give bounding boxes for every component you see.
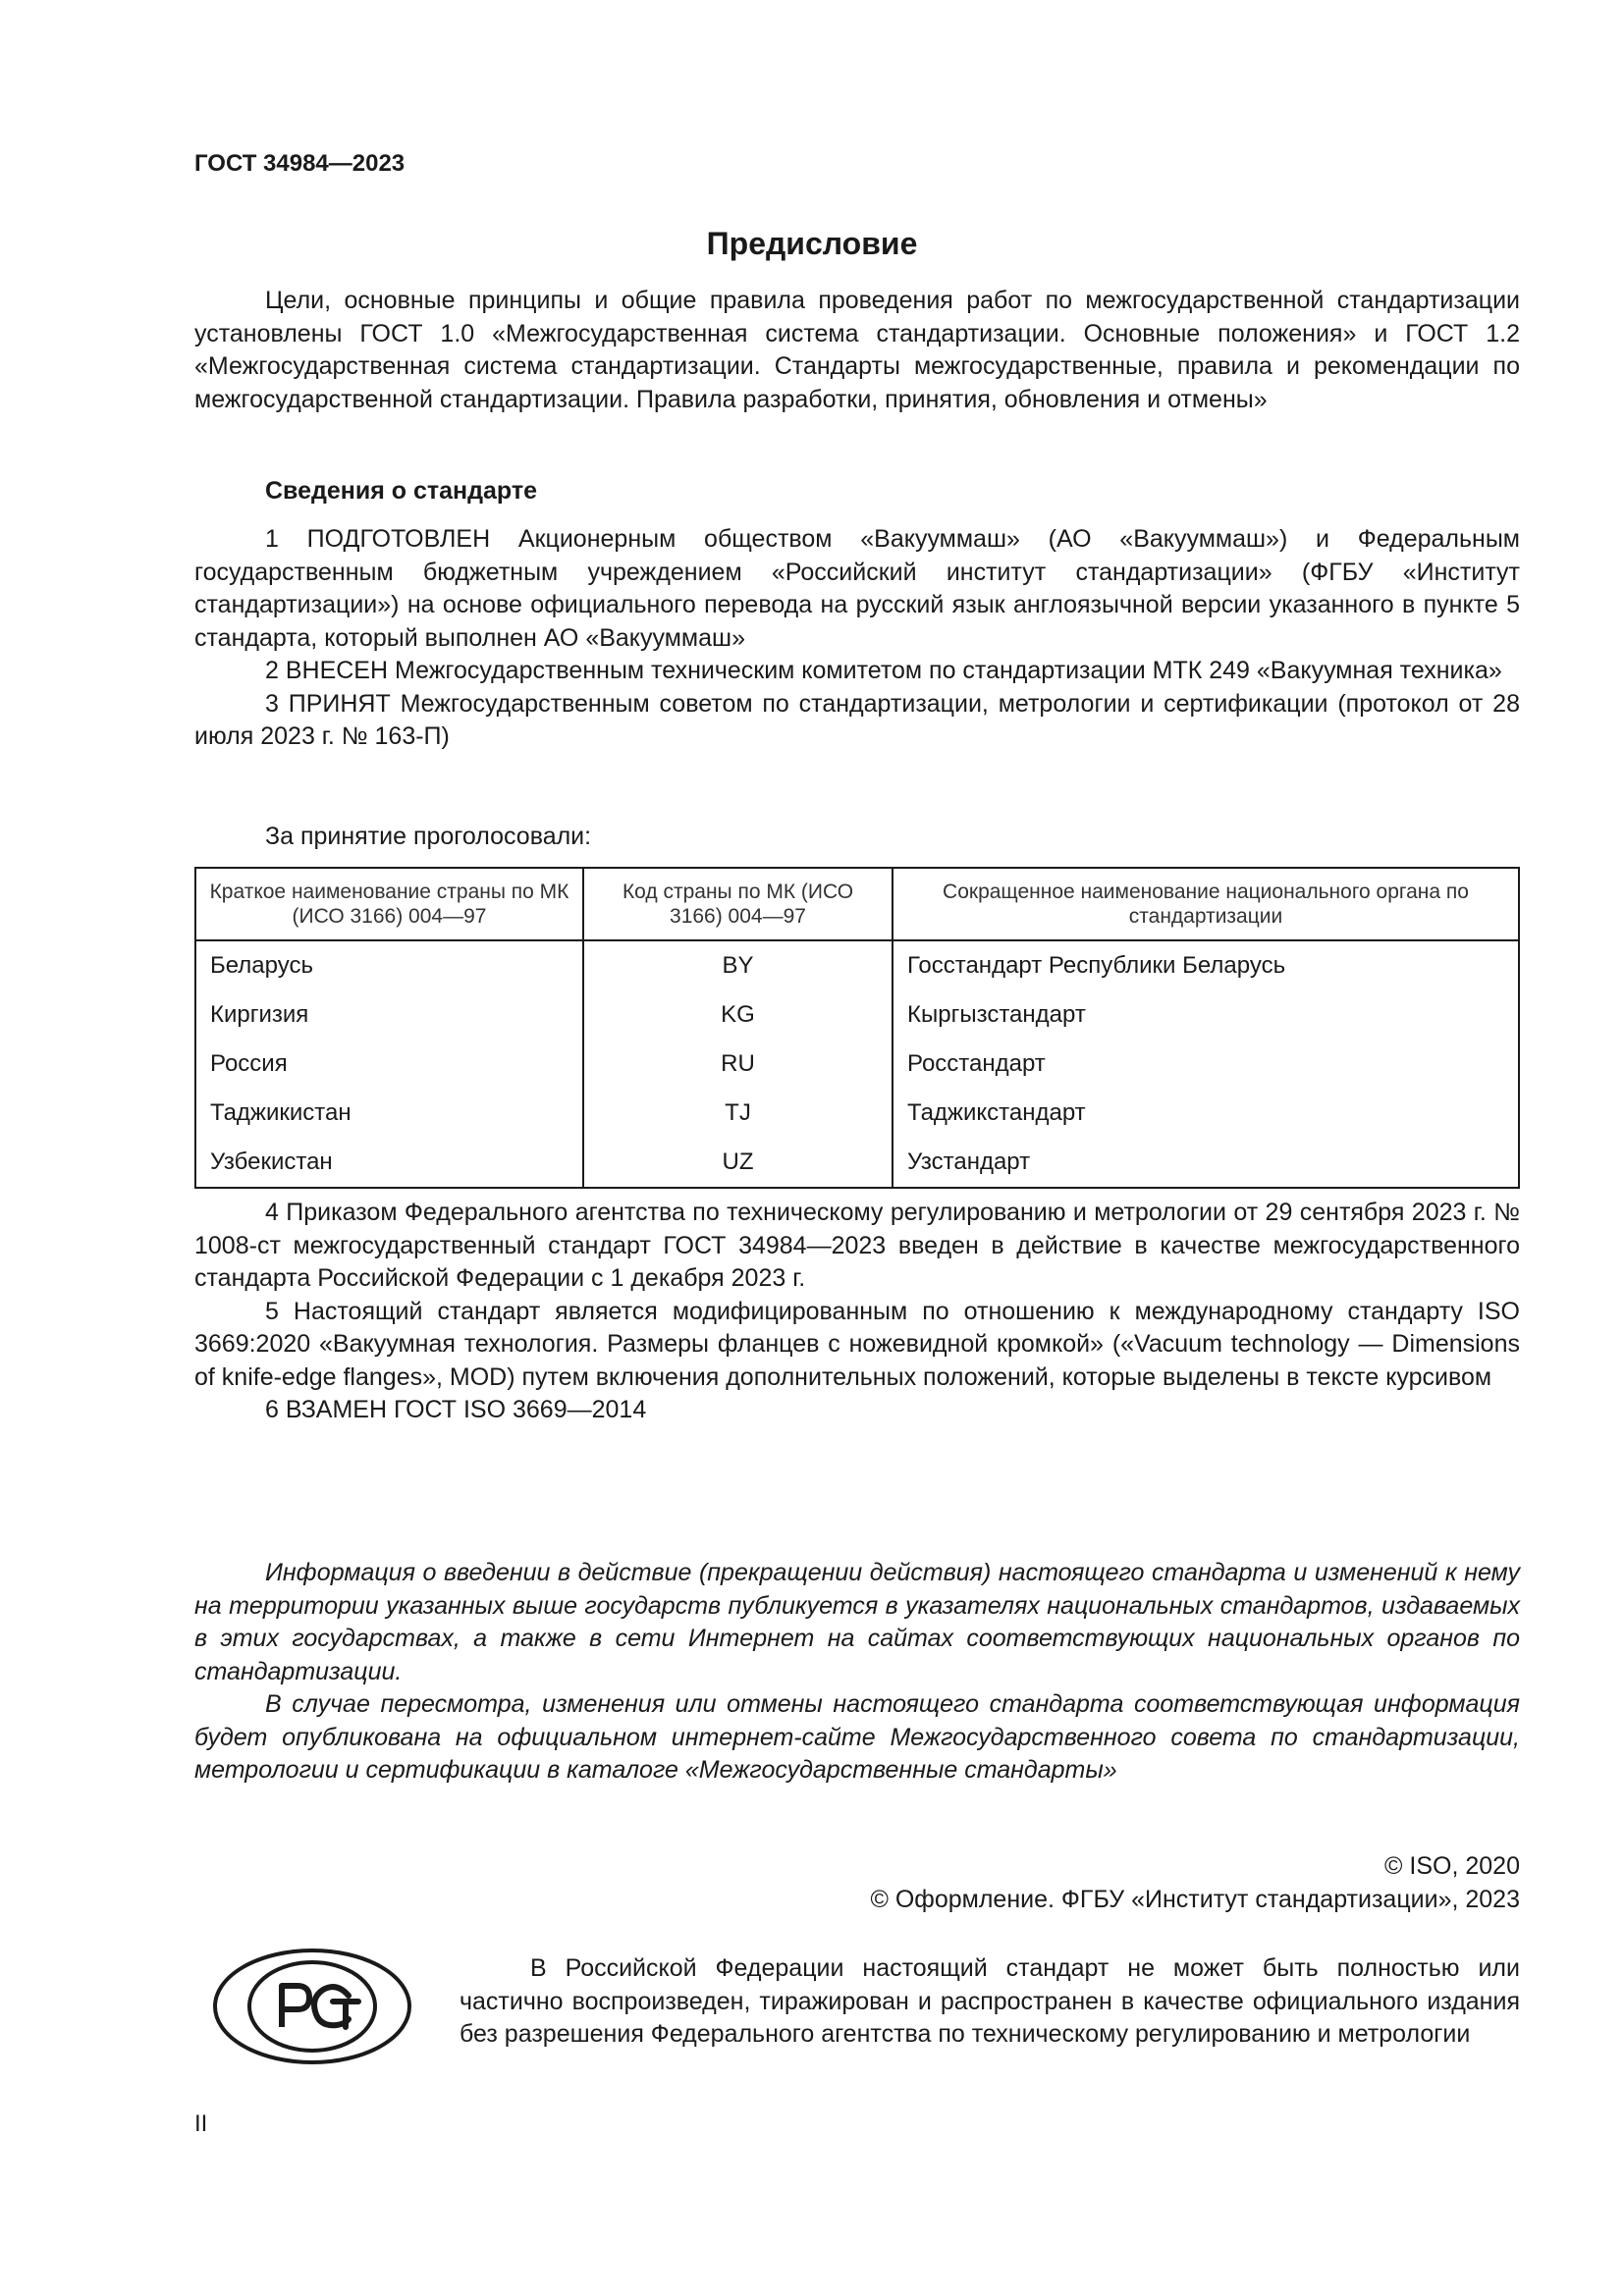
cell-code: TJ (583, 1089, 893, 1138)
items-block-1 (194, 523, 1520, 754)
notice-paragraph: В Российской Федерации настоящий стандарт не может быть полностью или частично воспроизведен, тиражирован и распространен в качестве официального издания без разрешения Федерального агентства по техническому регулированию и метрологии (460, 1954, 1520, 2048)
item-6: 6 ВЗАМЕН ГОСТ ISO 3669—2014 (265, 1396, 647, 1423)
item-1: 1 ПОДГОТОВЛЕН Акционерным обществом «Вакууммаш» (АО «Вакууммаш») и Федеральным государственным бюджетным учреждением «Российский институт стандартизации» (ФГБУ «Институт стандартизации») на основе официального перевода на русский язык англоязычной версии указанного в пункте 5 стандарта, который выполнен АО «Вакууммаш» (194, 525, 1520, 652)
copyright-iso: © ISO, 2020 (1384, 1852, 1520, 1880)
copyright-block (870, 1849, 1520, 1916)
page-title: Предисловие (706, 226, 918, 261)
copyright-notice (460, 1952, 1520, 2052)
cell-body: Узстандарт (907, 1148, 1031, 1175)
intro-paragraph: Цели, основные принципы и общие правила проведения работ по межгосударственной стандартизации установлены ГОСТ 1.0 «Межгосударственная система стандартизации. Основные положения» и ГОСТ 1.2 «Межгосударственная система стандартизации. Стандарты межгосударственные, правила и рекомендации по межгосударственной стандартизации. Правила разработки, принятия, обновления и отмены» (194, 287, 1520, 413)
cell-code: KG (583, 990, 893, 1040)
cell-country: Беларусь (195, 940, 583, 990)
cell-code: BY (583, 940, 893, 990)
table-row (195, 940, 1519, 990)
item-4: 4 Приказом Федерального агентства по техническому регулированию и метрологии от 29 сентября 2023 г. № 1008-ст межгосударственный стандарт ГОСТ 34984—2023 введен в действие в качестве межгосударственного стандарта Российской Федерации с 1 декабря 2023 г. (194, 1199, 1520, 1292)
info-paragraph-2: В случае пересмотра, изменения или отмены настоящего стандарта соответствующая информация будет опубликована на официальном интернет-сайте Межгосударственного совета по стандартизации, метрологии и сертификации в каталоге «Межгосударственные стандарты» (194, 1690, 1520, 1784)
page-number: II (194, 2110, 208, 2137)
table-header-row (195, 868, 1519, 940)
table-row (195, 1138, 1519, 1188)
gost-r-logo-icon (211, 1947, 413, 2066)
cell-code: RU (583, 1040, 893, 1089)
intro-block (194, 285, 1520, 416)
vote-caption: За принятие проголосовали: (265, 823, 592, 850)
cell-country: Узбекистан (195, 1138, 583, 1188)
table-row (195, 1040, 1519, 1089)
header-country: Краткое наименование страны по МК (ИСО 3166) 004—97 (195, 868, 583, 940)
info-block (194, 1557, 1520, 1788)
table-row (195, 990, 1519, 1040)
item-5: 5 Настоящий стандарт является модифицированным по отношению к международному стандарту ISO 3669:2020 «Вакуумная технология. Размеры фланцев с ножевидной кромкой» («Vacuum technology — Dimensions of knife-edge flanges», MOD) путем включения дополнительных положений, которые выделены в тексте курсивом (194, 1297, 1520, 1391)
cell-body: Госстандарт Республики Беларусь (907, 952, 1286, 979)
copyright-design: © Оформление. ФГБУ «Институт стандартизации», 2023 (870, 1886, 1520, 1913)
section-heading: Сведения о стандарте (265, 477, 538, 505)
header-body: Сокращенное наименование национального органа по стандартизации (893, 868, 1519, 940)
table-row (195, 1089, 1519, 1138)
item-3: 3 ПРИНЯТ Межгосударственным советом по стандартизации, метрологии и сертификации (протокол от 28 июля 2023 г. № 163-П) (194, 689, 1520, 750)
cell-country: Киргизия (195, 990, 583, 1040)
cell-country: Таджикистан (195, 1089, 583, 1138)
cell-body: Росстандарт (907, 1050, 1046, 1077)
items-block-2 (194, 1197, 1520, 1427)
cell-body: Таджикстандарт (907, 1099, 1086, 1126)
info-paragraph-1: Информация о введении в действие (прекращении действия) настоящего стандарта и изменений к нему на территории указанных выше государств публикуется в указателях национальных стандартов, издаваемых в этих государствах, а также в сети Интернет на сайтах соответствующих национальных органов по стандартизации. (194, 1559, 1520, 1685)
vote-table (194, 867, 1520, 1189)
cell-body: Кыргызстандарт (907, 1001, 1086, 1028)
item-2: 2 ВНЕСЕН Межгосударственным техническим комитетом по стандартизации МТК 249 «Вакуумная техника» (265, 657, 1502, 684)
document-code: ГОСТ 34984—2023 (194, 150, 406, 177)
cell-code: UZ (583, 1138, 893, 1188)
cell-country: Россия (195, 1040, 583, 1089)
header-code: Код страны по МК (ИСО 3166) 004—97 (583, 868, 893, 940)
